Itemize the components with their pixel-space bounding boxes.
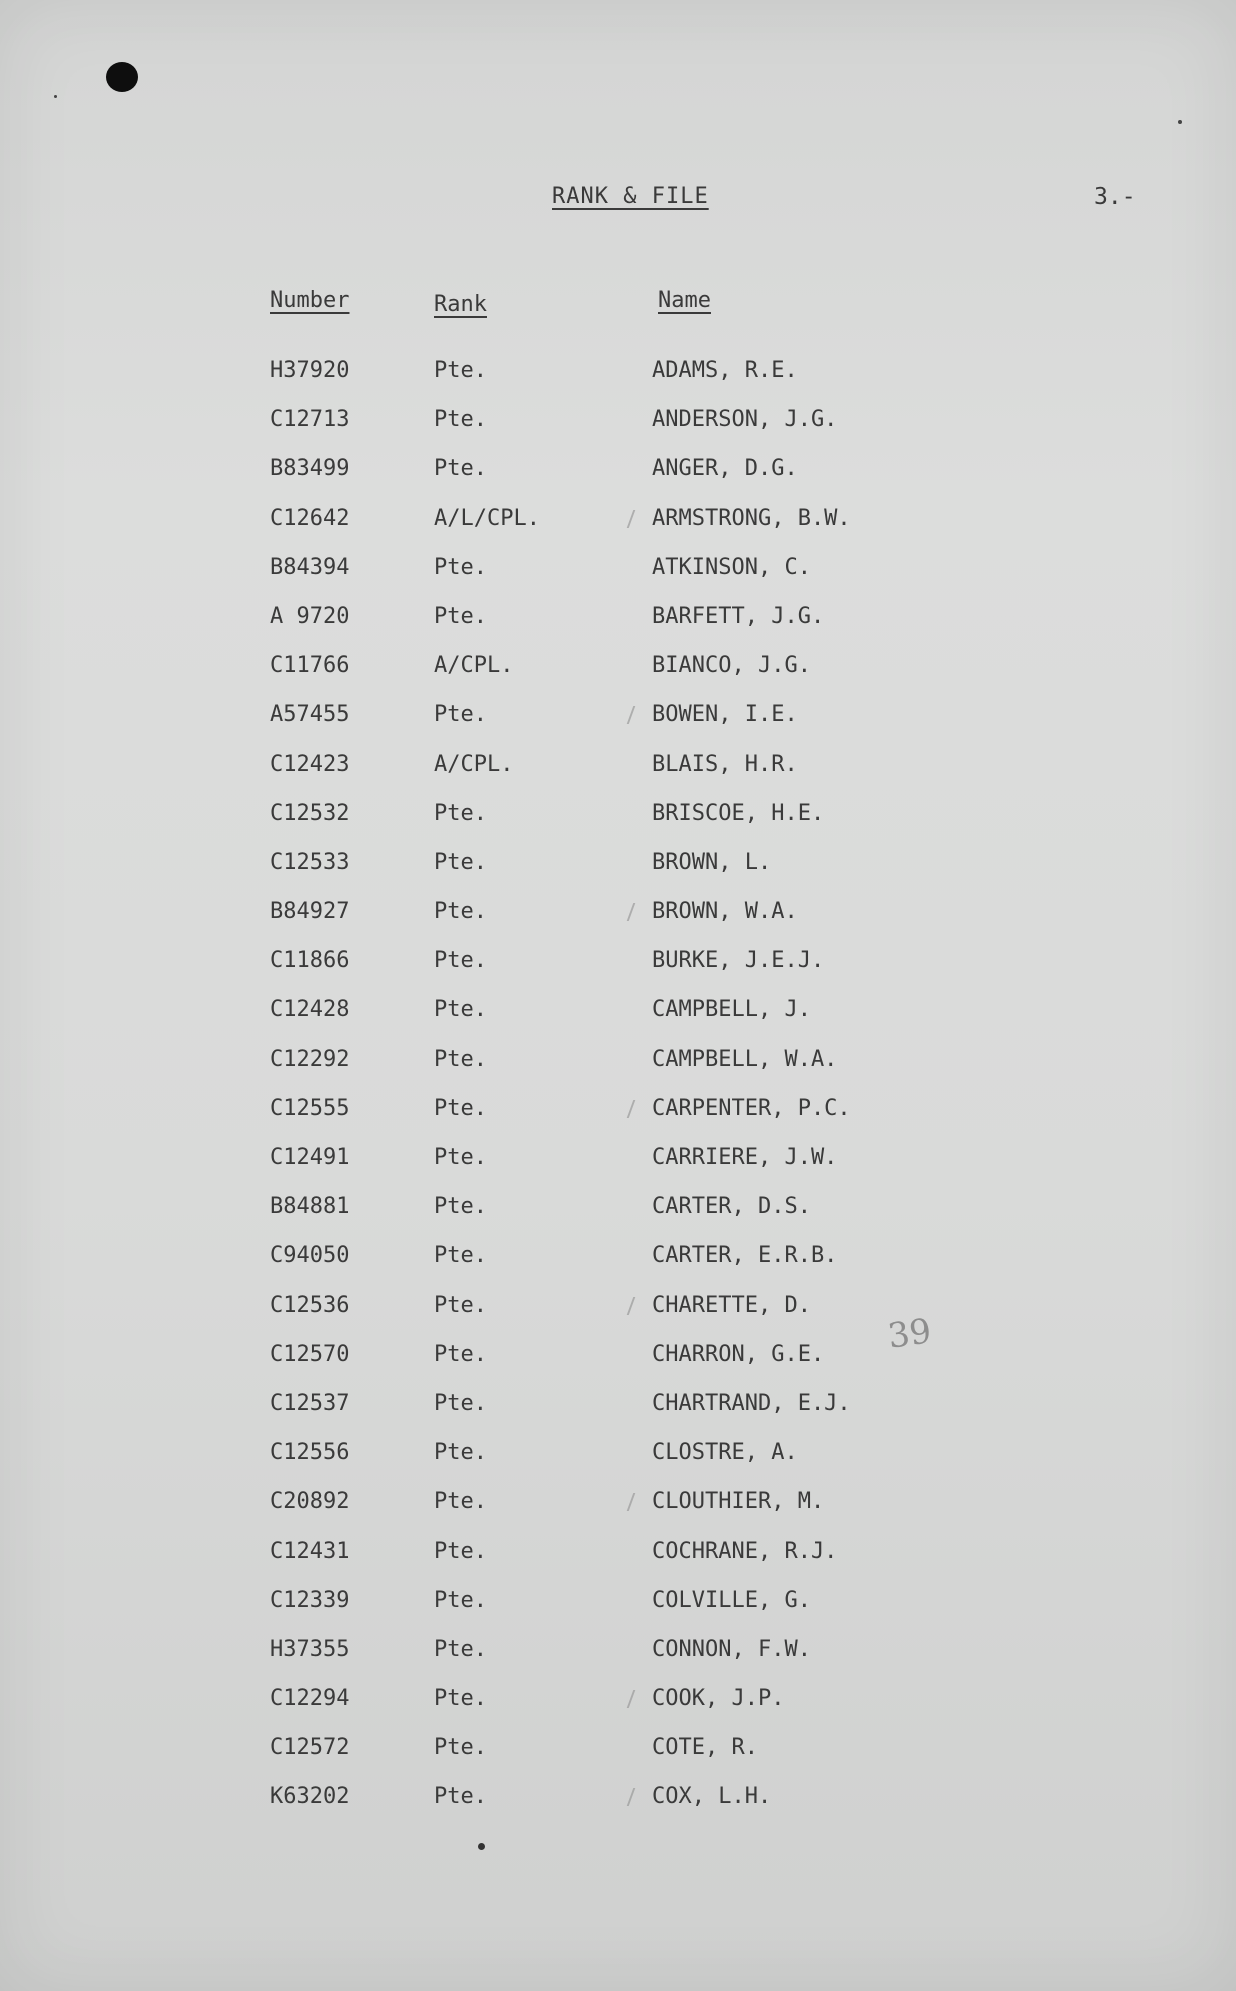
roster-list	[0, 358, 1236, 1834]
rank: Pte.	[434, 407, 487, 433]
service-number: C12555	[270, 1095, 350, 1121]
service-number: C12572	[270, 1735, 350, 1761]
soldier-name: COX, L.H.	[652, 1784, 772, 1810]
service-number: A57455	[270, 702, 350, 728]
roster-row	[0, 1243, 1236, 1292]
service-number: C12428	[270, 997, 350, 1023]
column-header-rank: Rank	[434, 292, 487, 317]
soldier-name: COCHRANE, R.J.	[652, 1538, 838, 1564]
roster-row	[0, 653, 1236, 702]
rank: A/CPL.	[434, 653, 514, 679]
rank: Pte.	[434, 358, 487, 383]
punch-hole	[106, 62, 138, 92]
soldier-name: CLOSTRE, A.	[652, 1440, 798, 1466]
roster-row	[0, 407, 1236, 456]
roster-row	[0, 1539, 1236, 1588]
service-number: C12570	[270, 1341, 350, 1367]
page-number: 3.-	[1094, 184, 1136, 210]
rank: Pte.	[434, 702, 487, 728]
roster-row	[0, 702, 1236, 751]
roster-row	[0, 1342, 1236, 1391]
service-number: C12294	[270, 1686, 350, 1712]
soldier-name: ANDERSON, J.G.	[652, 407, 838, 433]
roster-row	[0, 456, 1236, 505]
soldier-name: BOWEN, I.E.	[652, 702, 798, 728]
service-number: H37355	[270, 1636, 350, 1662]
roster-row	[0, 1293, 1236, 1342]
rank: Pte.	[434, 1686, 487, 1712]
rank: Pte.	[434, 997, 487, 1023]
rank: Pte.	[434, 603, 487, 629]
rank: Pte.	[434, 1735, 487, 1761]
service-number: C94050	[270, 1243, 350, 1269]
service-number: C12537	[270, 1390, 350, 1416]
soldier-name: BARFETT, J.G.	[652, 603, 825, 629]
roster-row	[0, 997, 1236, 1046]
column-header-number: Number	[270, 288, 350, 313]
service-number: C12713	[270, 407, 350, 433]
service-number: C12292	[270, 1046, 350, 1072]
margin-note: 39	[885, 1311, 934, 1357]
bottom-dot	[478, 1843, 485, 1850]
rank: Pte.	[434, 1194, 487, 1220]
service-number: H37920	[270, 358, 350, 383]
rank: Pte.	[434, 1145, 487, 1170]
pencil-tick-mark	[617, 510, 636, 528]
roster-row	[0, 801, 1236, 850]
pencil-tick-mark	[617, 1788, 636, 1806]
pencil-tick-mark	[617, 1493, 636, 1511]
service-number: C12642	[270, 505, 350, 531]
pencil-tick-mark	[617, 903, 636, 921]
pencil-tick-mark	[617, 1297, 636, 1315]
soldier-name: ARMSTRONG, B.W.	[652, 505, 851, 531]
page-title: RANK & FILE	[552, 184, 709, 209]
speck-mark	[54, 95, 57, 98]
service-number: K63202	[270, 1784, 350, 1810]
service-number: C12491	[270, 1145, 350, 1170]
roster-row	[0, 948, 1236, 997]
service-number: C12339	[270, 1587, 350, 1613]
roster-row	[0, 1489, 1236, 1538]
soldier-name: COOK, J.P.	[652, 1686, 785, 1712]
soldier-name: CARTER, D.S.	[652, 1194, 811, 1220]
soldier-name: CHARRON, G.E.	[652, 1341, 825, 1367]
soldier-name: CARTER, E.R.B.	[652, 1243, 838, 1269]
rank: Pte.	[434, 1292, 487, 1318]
soldier-name: BURKE, J.E.J.	[652, 948, 825, 974]
service-number: C12431	[270, 1538, 350, 1564]
roster-row	[0, 1096, 1236, 1145]
roster-row	[0, 752, 1236, 801]
roster-row	[0, 358, 1236, 407]
service-number: C12533	[270, 849, 350, 875]
roster-row	[0, 850, 1236, 899]
soldier-name: CHARETTE, D.	[652, 1292, 811, 1318]
soldier-name: CONNON, F.W.	[652, 1636, 811, 1662]
service-number: A 9720	[270, 603, 350, 629]
rank: Pte.	[434, 899, 487, 925]
service-number: B84394	[270, 554, 350, 580]
service-number: B84881	[270, 1194, 350, 1220]
soldier-name: CLOUTHIER, M.	[652, 1489, 825, 1515]
soldier-name: BRISCOE, H.E.	[652, 800, 825, 826]
soldier-name: CAMPBELL, J.	[652, 997, 811, 1023]
soldier-name: BROWN, W.A.	[652, 899, 798, 925]
roster-row	[0, 1194, 1236, 1243]
soldier-name: COLVILLE, G.	[652, 1587, 811, 1613]
pencil-tick-mark	[617, 1100, 636, 1118]
service-number: C11766	[270, 653, 350, 679]
soldier-name: BIANCO, J.G.	[652, 653, 811, 679]
service-number: C12536	[270, 1292, 350, 1318]
roster-row	[0, 1637, 1236, 1686]
pencil-tick-mark	[617, 1690, 636, 1708]
soldier-name: CARPENTER, P.C.	[652, 1095, 851, 1121]
service-number: B83499	[270, 456, 350, 482]
service-number: C12556	[270, 1440, 350, 1466]
service-number: C20892	[270, 1489, 350, 1515]
service-number: B84927	[270, 899, 350, 925]
soldier-name: ATKINSON, C.	[652, 554, 811, 580]
roster-row	[0, 899, 1236, 948]
column-header-name: Name	[658, 288, 711, 313]
rank: Pte.	[434, 554, 487, 580]
rank: Pte.	[434, 1440, 487, 1466]
soldier-name: ANGER, D.G.	[652, 456, 798, 482]
rank: A/CPL.	[434, 751, 514, 777]
roster-row	[0, 1047, 1236, 1096]
service-number: C12532	[270, 800, 350, 826]
rank: Pte.	[434, 1243, 487, 1269]
rank: Pte.	[434, 1538, 487, 1564]
roster-row	[0, 555, 1236, 604]
rank: Pte.	[434, 1784, 487, 1810]
roster-row	[0, 506, 1236, 555]
soldier-name: CHARTRAND, E.J.	[652, 1390, 851, 1416]
rank: Pte.	[434, 1095, 487, 1121]
rank: Pte.	[434, 800, 487, 826]
rank: Pte.	[434, 1587, 487, 1613]
roster-row	[0, 1735, 1236, 1784]
service-number: C11866	[270, 948, 350, 974]
rank: Pte.	[434, 948, 487, 974]
roster-row	[0, 1145, 1236, 1194]
rank: A/L/CPL.	[434, 505, 540, 531]
soldier-name: COTE, R.	[652, 1735, 758, 1761]
rank: Pte.	[434, 1489, 487, 1515]
roster-row	[0, 1686, 1236, 1735]
roster-row	[0, 1588, 1236, 1637]
service-number: C12423	[270, 751, 350, 777]
soldier-name: BROWN, L.	[652, 849, 772, 875]
soldier-name: CARRIERE, J.W.	[652, 1145, 838, 1170]
roster-row	[0, 1784, 1236, 1833]
rank: Pte.	[434, 1046, 487, 1072]
roster-row	[0, 604, 1236, 653]
rank: Pte.	[434, 456, 487, 482]
rank: Pte.	[434, 1390, 487, 1416]
rank: Pte.	[434, 1341, 487, 1367]
soldier-name: BLAIS, H.R.	[652, 751, 798, 777]
rank: Pte.	[434, 1636, 487, 1662]
soldier-name: CAMPBELL, W.A.	[652, 1046, 838, 1072]
speck-mark	[1178, 120, 1182, 124]
roster-row	[0, 1391, 1236, 1440]
rank: Pte.	[434, 849, 487, 875]
soldier-name: ADAMS, R.E.	[652, 358, 798, 383]
roster-row	[0, 1440, 1236, 1489]
pencil-tick-mark	[617, 706, 636, 724]
